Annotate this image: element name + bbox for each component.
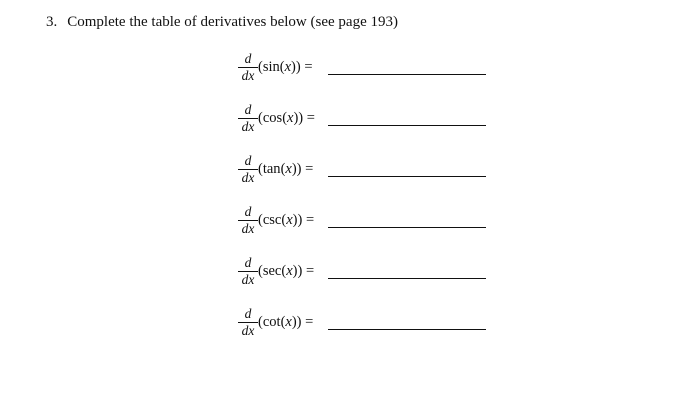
- answer-blank[interactable]: [328, 227, 486, 228]
- function-name: csc: [262, 212, 282, 228]
- equals-sign: =: [305, 161, 314, 177]
- equals-sign: =: [305, 212, 315, 228]
- derivative-row-sin: [238, 52, 498, 86]
- derivative-numerator: d: [244, 306, 252, 321]
- derivative-row-sec: [238, 256, 498, 290]
- function-name: tan: [262, 161, 281, 177]
- derivative-operator: [238, 307, 258, 338]
- derivative-operator: [238, 205, 258, 236]
- question-text: Complete the table of derivatives below (see page 193): [67, 14, 398, 30]
- derivative-row-csc: [238, 205, 498, 239]
- answer-blank[interactable]: [328, 176, 486, 177]
- equals-sign: =: [305, 314, 314, 330]
- function-argument: x: [286, 263, 293, 279]
- function-name: cos: [262, 110, 283, 126]
- function-name: sin: [262, 59, 280, 75]
- function-argument: x: [287, 110, 294, 126]
- question-heading: [46, 14, 398, 31]
- answer-blank[interactable]: [328, 74, 486, 75]
- derivative-row-cos: [238, 103, 498, 137]
- derivative-row-cot: [238, 307, 498, 341]
- function-expression: (sin(x)) =: [258, 59, 313, 75]
- derivative-denominator: dx: [241, 323, 255, 338]
- function-expression: (sec(x)) =: [258, 263, 315, 279]
- derivative-denominator: dx: [241, 272, 255, 287]
- derivative-numerator: d: [244, 153, 252, 168]
- function-name: sec: [262, 263, 282, 279]
- derivative-numerator: d: [244, 102, 252, 117]
- answer-blank[interactable]: [328, 125, 486, 126]
- derivative-operator: [238, 52, 258, 83]
- derivative-numerator: d: [244, 255, 252, 270]
- function-name: cot: [262, 314, 281, 330]
- function-expression: (csc(x)) =: [258, 212, 315, 228]
- equals-sign: =: [306, 110, 315, 126]
- derivative-operator: [238, 256, 258, 287]
- equals-sign: =: [304, 59, 313, 75]
- function-expression: (tan(x)) =: [258, 161, 314, 177]
- function-argument: x: [284, 59, 292, 75]
- derivative-denominator: dx: [241, 221, 255, 236]
- derivative-denominator: dx: [241, 68, 255, 83]
- derivative-denominator: dx: [241, 170, 255, 185]
- answer-blank[interactable]: [328, 329, 486, 330]
- function-expression: (cos(x)) =: [258, 110, 315, 126]
- derivative-numerator: d: [244, 204, 252, 219]
- derivative-numerator: d: [244, 51, 252, 66]
- function-argument: x: [286, 212, 293, 228]
- equals-sign: =: [305, 263, 315, 279]
- answer-blank[interactable]: [328, 278, 486, 279]
- function-expression: (cot(x)) =: [258, 314, 314, 330]
- derivative-operator: [238, 103, 258, 134]
- derivative-denominator: dx: [241, 119, 255, 134]
- question-number: 3.: [46, 14, 58, 30]
- derivative-row-tan: [238, 154, 498, 188]
- function-argument: x: [285, 161, 292, 177]
- function-argument: x: [285, 314, 292, 330]
- derivative-operator: [238, 154, 258, 185]
